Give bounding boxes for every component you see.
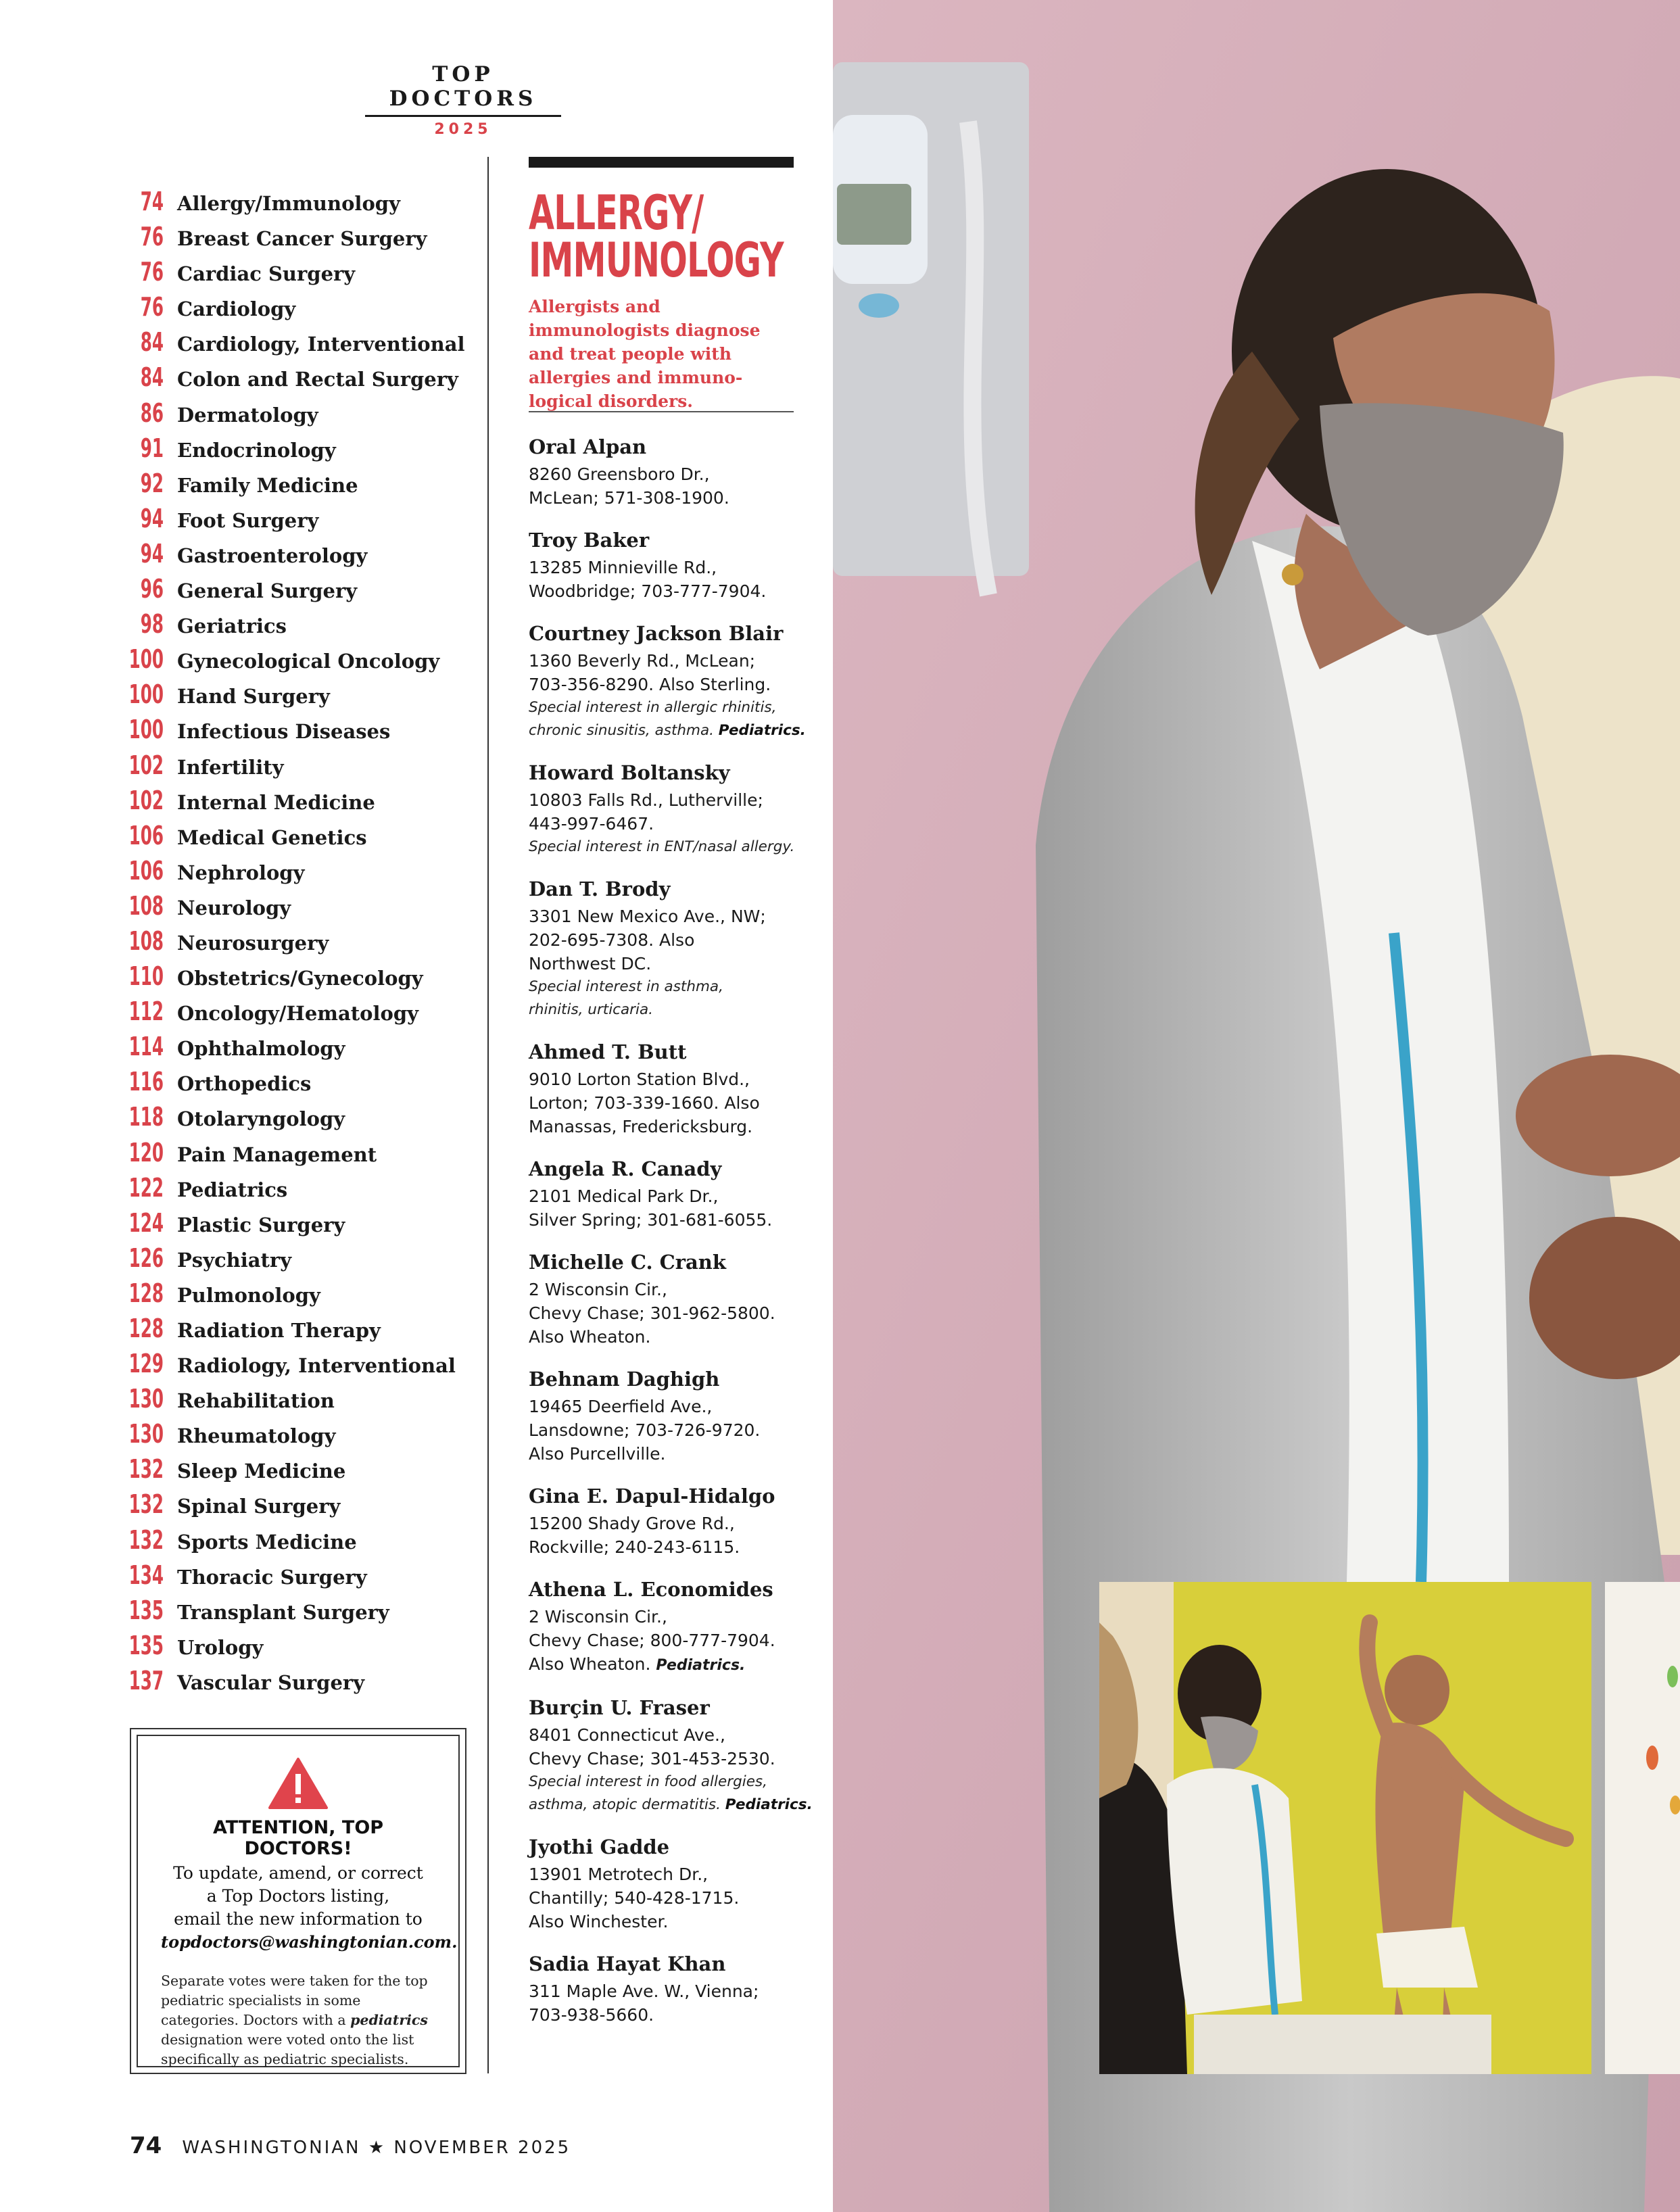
index-page-number: 94 <box>140 538 164 569</box>
index-row[interactable] <box>108 1243 487 1278</box>
doctor-address-text: 9010 Lorton Station Blvd., Lorton; 703-339-1660. Also Manassas, Fredericksburg. <box>529 1069 760 1136</box>
doctor-entry <box>529 1951 813 2027</box>
index-row[interactable] <box>108 574 487 609</box>
doctor-address <box>529 1979 813 2027</box>
index-specialty-name: Internal Medicine <box>177 790 375 814</box>
index-row[interactable] <box>108 1560 487 1595</box>
index-specialty-name: Otolaryngology <box>177 1107 345 1131</box>
index-row[interactable] <box>108 187 487 222</box>
index-page-number: 98 <box>140 609 164 640</box>
index-page-number: 100 <box>128 715 164 745</box>
index-specialty-name: Cardiac Surgery <box>177 262 356 286</box>
doctor-entry <box>529 1249 813 1349</box>
doctor-address-text: 2 Wisconsin Cir., Chevy Chase; 301-962-5800. Also Wheaton. <box>529 1280 775 1347</box>
index-row[interactable] <box>108 786 487 821</box>
index-specialty-name: Foot Surgery <box>177 508 319 532</box>
doctor-address <box>529 1862 813 1933</box>
index-page-number: 120 <box>128 1137 164 1168</box>
special-interest-text: Special interest in allergic rhinitis, chronic sinusitis, asthma. <box>529 699 777 739</box>
index-specialty-name: Urology <box>177 1635 264 1659</box>
index-page-number: 106 <box>128 820 164 850</box>
doctor-entry <box>529 1483 813 1559</box>
section-title <box>529 185 784 288</box>
index-row[interactable] <box>108 1138 487 1173</box>
doctor-address-text: 2 Wisconsin Cir., Chevy Chase; 800-777-7904. Also Wheaton. <box>529 1607 775 1674</box>
index-page-number: 76 <box>140 292 164 322</box>
index-page-number: 84 <box>140 327 164 358</box>
note-text: designation were voted onto the list specifically as pediatric specialists. <box>161 2031 414 2067</box>
attention-line: email the new information to <box>174 1909 423 1929</box>
index-specialty-name: Neurosurgery <box>177 931 329 955</box>
index-specialty-name: Ophthalmology <box>177 1037 345 1061</box>
index-specialty-name: Colon and Rectal Surgery <box>177 368 458 391</box>
doctor-address-text: 1360 Beverly Rd., McLean; 703-356-8290. Also Sterling. <box>529 651 771 694</box>
index-specialty-name: Pain Management <box>177 1143 377 1166</box>
index-specialty-name: Plastic Surgery <box>177 1213 345 1236</box>
column-divider <box>487 157 489 2073</box>
doctor-special-interest <box>529 1771 813 1817</box>
index-specialty-name: Cardiology, Interventional <box>177 333 465 356</box>
doctor-address <box>529 788 813 836</box>
doctor-address-text: 15200 Shady Grove Rd., Rockville; 240-243-6115. <box>529 1514 740 1557</box>
page-footer <box>130 2132 571 2159</box>
warning-triangle-icon <box>267 1756 329 1810</box>
index-page-number: 137 <box>128 1665 164 1696</box>
index-specialty-name: Nephrology <box>177 861 305 884</box>
index-page-number: 116 <box>128 1067 164 1097</box>
doctor-special-interest <box>529 976 813 1021</box>
index-specialty-name: Allergy/Immunology <box>177 192 400 215</box>
index-row[interactable] <box>108 362 487 398</box>
index-row[interactable] <box>108 961 487 996</box>
index-row[interactable] <box>108 1384 487 1419</box>
section-divider <box>529 411 794 412</box>
index-row[interactable] <box>108 1454 487 1489</box>
doctor-name: Burçin U. Fraser <box>529 1696 710 1719</box>
index-row[interactable] <box>108 1631 487 1666</box>
index-row[interactable] <box>108 750 487 786</box>
index-specialty-name: Hand Surgery <box>177 685 330 708</box>
doctor-special-interest <box>529 836 813 859</box>
masthead-title: TOP DOCTORS <box>365 62 561 117</box>
masthead <box>365 62 561 138</box>
doctor-name: Angela R. Canady <box>529 1157 722 1180</box>
index-page-number: 94 <box>140 503 164 533</box>
index-specialty-name: Endocrinology <box>177 438 336 462</box>
index-specialty-name: Neurology <box>177 896 291 919</box>
doctor-name: Dan T. Brody <box>529 877 671 900</box>
specialty-index <box>108 187 487 1701</box>
pediatrics-note <box>161 1971 435 2069</box>
index-row[interactable] <box>108 222 487 257</box>
index-page-number: 92 <box>140 468 164 498</box>
note-emphasis: pediatrics <box>350 2012 428 2028</box>
doctor-address <box>529 1723 813 1771</box>
index-specialty-name: Vascular Surgery <box>177 1670 365 1694</box>
index-row[interactable] <box>108 856 487 891</box>
index-row[interactable] <box>108 1102 487 1137</box>
index-page-number: 124 <box>128 1207 164 1238</box>
pediatrics-tag: Pediatrics. <box>725 1796 813 1813</box>
doctor-name: Courtney Jackson Blair <box>529 622 784 645</box>
index-page-number: 96 <box>140 574 164 604</box>
index-row[interactable] <box>108 891 487 926</box>
doctor-address-text: 10803 Falls Rd., Lutherville; 443-997-6467. <box>529 790 763 834</box>
index-row[interactable] <box>108 1525 487 1560</box>
index-page-number: 108 <box>128 925 164 956</box>
doctor-entry <box>529 1695 813 1817</box>
doctor-address-text: 311 Maple Ave. W., Vienna; 703-938-5660. <box>529 1981 759 2025</box>
special-interest-text: Special interest in ENT/nasal allergy. <box>529 838 795 855</box>
index-specialty-name: Rheumatology <box>177 1424 336 1448</box>
index-row[interactable] <box>108 433 487 468</box>
doctor-address <box>529 462 813 510</box>
index-page-number: 76 <box>140 257 164 287</box>
doctor-address-text: 2101 Medical Park Dr., Silver Spring; 301-681-6055. <box>529 1186 773 1230</box>
doctor-address <box>529 1067 813 1138</box>
index-page-number: 128 <box>128 1314 164 1343</box>
doctor-address-text: 3301 New Mexico Ave., NW; 202-695-7308. Also Northwest DC. <box>529 907 766 973</box>
doctor-address <box>529 1605 813 1677</box>
index-page-number: 86 <box>140 398 164 428</box>
doctor-name: Gina E. Dapul-Hidalgo <box>529 1485 775 1508</box>
index-specialty-name: Pulmonology <box>177 1283 320 1307</box>
inset-photo <box>1099 1582 1591 2074</box>
index-page-number: 114 <box>128 1032 164 1062</box>
index-specialty-name: Sleep Medicine <box>177 1460 346 1483</box>
doctor-address <box>529 905 813 976</box>
index-specialty-name: Rehabilitation <box>177 1389 335 1413</box>
index-row[interactable] <box>108 996 487 1032</box>
index-page-number: 100 <box>128 679 164 710</box>
index-page-number: 135 <box>128 1595 164 1625</box>
index-page-number: 102 <box>128 785 164 815</box>
inset-photo-edge <box>1605 1582 1680 2074</box>
index-page-number: 106 <box>128 855 164 886</box>
doctor-address <box>529 1184 813 1232</box>
index-page-number: 84 <box>140 362 164 393</box>
index-page-number: 74 <box>140 187 164 216</box>
doctor-entry <box>529 434 813 510</box>
section-title-line: IMMUNOLOGY <box>529 233 784 288</box>
doctor-name: Ahmed T. Butt <box>529 1040 687 1063</box>
doctor-address-text: 8260 Greensboro Dr., McLean; 571-308-1900. <box>529 464 729 508</box>
index-specialty-name: Cardiology <box>177 297 296 321</box>
index-row[interactable] <box>108 398 487 433</box>
section-top-rule <box>529 157 794 168</box>
masthead-year: 2025 <box>434 121 492 138</box>
index-row[interactable] <box>108 1595 487 1631</box>
index-specialty-name: Dermatology <box>177 403 318 427</box>
index-row[interactable] <box>108 821 487 856</box>
attention-title: ATTENTION, TOP DOCTORS! <box>212 1817 384 1859</box>
attention-email-link[interactable]: topdoctors@washingtonian.com. <box>161 1932 458 1952</box>
index-row[interactable] <box>108 1666 487 1701</box>
index-row[interactable] <box>108 715 487 750</box>
index-row[interactable] <box>108 1208 487 1243</box>
index-page-number: 126 <box>128 1243 164 1273</box>
index-row[interactable] <box>108 1314 487 1349</box>
index-row[interactable] <box>108 1173 487 1208</box>
index-specialty-name: Breast Cancer Surgery <box>177 227 427 251</box>
index-page-number: 132 <box>128 1454 164 1485</box>
index-specialty-name: Sports Medicine <box>177 1530 357 1554</box>
page-number: 74 <box>130 2132 162 2159</box>
index-row[interactable] <box>108 504 487 539</box>
index-specialty-name: Medical Genetics <box>177 825 367 849</box>
index-page-number: 130 <box>128 1419 164 1449</box>
section-title-line: ALLERGY/ <box>529 185 704 241</box>
index-specialty-name: Radiation Therapy <box>177 1319 381 1342</box>
index-page-number: 122 <box>128 1172 164 1203</box>
index-row[interactable] <box>108 327 487 362</box>
index-specialty-name: General Surgery <box>177 579 358 603</box>
doctor-special-interest <box>529 696 813 742</box>
doctor-entry <box>529 1577 813 1677</box>
index-page-number: 112 <box>128 996 164 1027</box>
doctor-name: Troy Baker <box>529 529 650 552</box>
index-page-number: 108 <box>128 890 164 921</box>
doctor-address <box>529 556 813 603</box>
index-specialty-name: Gastroenterology <box>177 544 368 567</box>
doctor-entry <box>529 1834 813 1933</box>
index-page-number: 76 <box>140 222 164 252</box>
attention-line: a Top Doctors listing, <box>206 1886 390 1906</box>
index-page-number: 132 <box>128 1489 164 1520</box>
index-row[interactable] <box>108 644 487 679</box>
doctor-name: Sadia Hayat Khan <box>529 1952 726 1975</box>
doctor-list <box>529 434 813 2044</box>
index-page-number: 132 <box>128 1524 164 1555</box>
doctor-name: Oral Alpan <box>529 435 647 458</box>
doctor-address <box>529 1512 813 1559</box>
doctor-entry <box>529 621 813 742</box>
doctor-address-text: 8401 Connecticut Ave., Chevy Chase; 301-453-2530. <box>529 1725 775 1769</box>
pediatrics-tag: Pediatrics. <box>656 1657 746 1674</box>
index-row[interactable] <box>108 609 487 644</box>
section-description: Allergists and immunologists diagnose and treat people with allergies and immuno-logical disorders. <box>529 297 761 411</box>
index-specialty-name: Obstetrics/Gynecology <box>177 967 423 990</box>
publication-line: WASHINGTONIAN ★ NOVEMBER 2025 <box>182 2138 571 2158</box>
index-row[interactable] <box>108 1278 487 1314</box>
index-page-number: 129 <box>128 1349 164 1379</box>
doctor-name: Jyothi Gadde <box>529 1835 670 1858</box>
index-specialty-name: Transplant Surgery <box>177 1600 389 1624</box>
index-page-number: 91 <box>140 433 164 463</box>
index-row[interactable] <box>108 1349 487 1384</box>
doctor-address <box>529 649 813 696</box>
index-row[interactable] <box>108 1032 487 1067</box>
index-row[interactable] <box>108 539 487 574</box>
index-specialty-name: Oncology/Hematology <box>177 1002 418 1026</box>
index-page-number: 102 <box>128 750 164 780</box>
article-page <box>0 0 833 2212</box>
attention-line: To update, amend, or correct <box>173 1863 423 1883</box>
doctor-name: Howard Boltansky <box>529 761 730 784</box>
index-specialty-name: Spinal Surgery <box>177 1495 341 1518</box>
doctor-address <box>529 1278 813 1349</box>
note-text: Separate votes were taken for the top pediatric specialists in some categories. Doctors with a <box>161 1973 428 2028</box>
doctor-entry <box>529 876 813 1021</box>
attention-box <box>130 1728 466 2074</box>
doctor-address-text: 13285 Minnieville Rd., Woodbridge; 703-777-7904. <box>529 558 767 601</box>
doctor-name: Michelle C. Crank <box>529 1251 726 1274</box>
index-specialty-name: Orthopedics <box>177 1072 312 1096</box>
doctor-address <box>529 1395 813 1466</box>
index-page-number: 100 <box>128 644 164 675</box>
doctor-address-text: 13901 Metrotech Dr., Chantilly; 540-428-1715. Also Winchester. <box>529 1865 740 1931</box>
index-row[interactable] <box>108 257 487 292</box>
index-specialty-name: Thoracic Surgery <box>177 1565 367 1589</box>
pediatrics-tag: Pediatrics. <box>718 722 806 739</box>
special-interest-text: Special interest in asthma, rhinitis, urticaria. <box>529 978 723 1018</box>
index-page-number: 130 <box>128 1384 164 1414</box>
index-page-number: 118 <box>128 1102 164 1132</box>
index-specialty-name: Gynecological Oncology <box>177 650 440 673</box>
index-row[interactable] <box>108 1489 487 1524</box>
index-page-number: 128 <box>128 1278 164 1308</box>
doctor-entry <box>529 1366 813 1466</box>
index-row[interactable] <box>108 679 487 715</box>
index-specialty-name: Psychiatry <box>177 1248 292 1272</box>
special-interest-text: Special interest in food allergies, asthma, atopic dermatitis. <box>529 1773 767 1813</box>
index-row[interactable] <box>108 926 487 961</box>
index-specialty-name: Infertility <box>177 755 284 779</box>
index-specialty-name: Radiology, Interventional <box>177 1354 456 1378</box>
index-row[interactable] <box>108 1419 487 1454</box>
index-row[interactable] <box>108 468 487 504</box>
index-page-number: 134 <box>128 1560 164 1590</box>
index-specialty-name: Geriatrics <box>177 615 287 638</box>
doctor-entry <box>529 760 813 859</box>
doctor-name: Athena L. Economides <box>529 1578 773 1601</box>
index-specialty-name: Pediatrics <box>177 1178 288 1201</box>
doctor-entry <box>529 527 813 603</box>
doctor-name: Behnam Daghigh <box>529 1368 720 1391</box>
index-page-number: 135 <box>128 1630 164 1660</box>
index-row[interactable] <box>108 292 487 327</box>
index-specialty-name: Family Medicine <box>177 473 358 497</box>
index-specialty-name: Infectious Diseases <box>177 720 391 744</box>
doctor-entry <box>529 1156 813 1232</box>
index-row[interactable] <box>108 1067 487 1102</box>
doctor-address-text: 19465 Deerfield Ave., Lansdowne; 703-726-9720. Also Purcellville. <box>529 1397 761 1464</box>
doctor-entry <box>529 1039 813 1138</box>
index-page-number: 110 <box>128 961 164 992</box>
